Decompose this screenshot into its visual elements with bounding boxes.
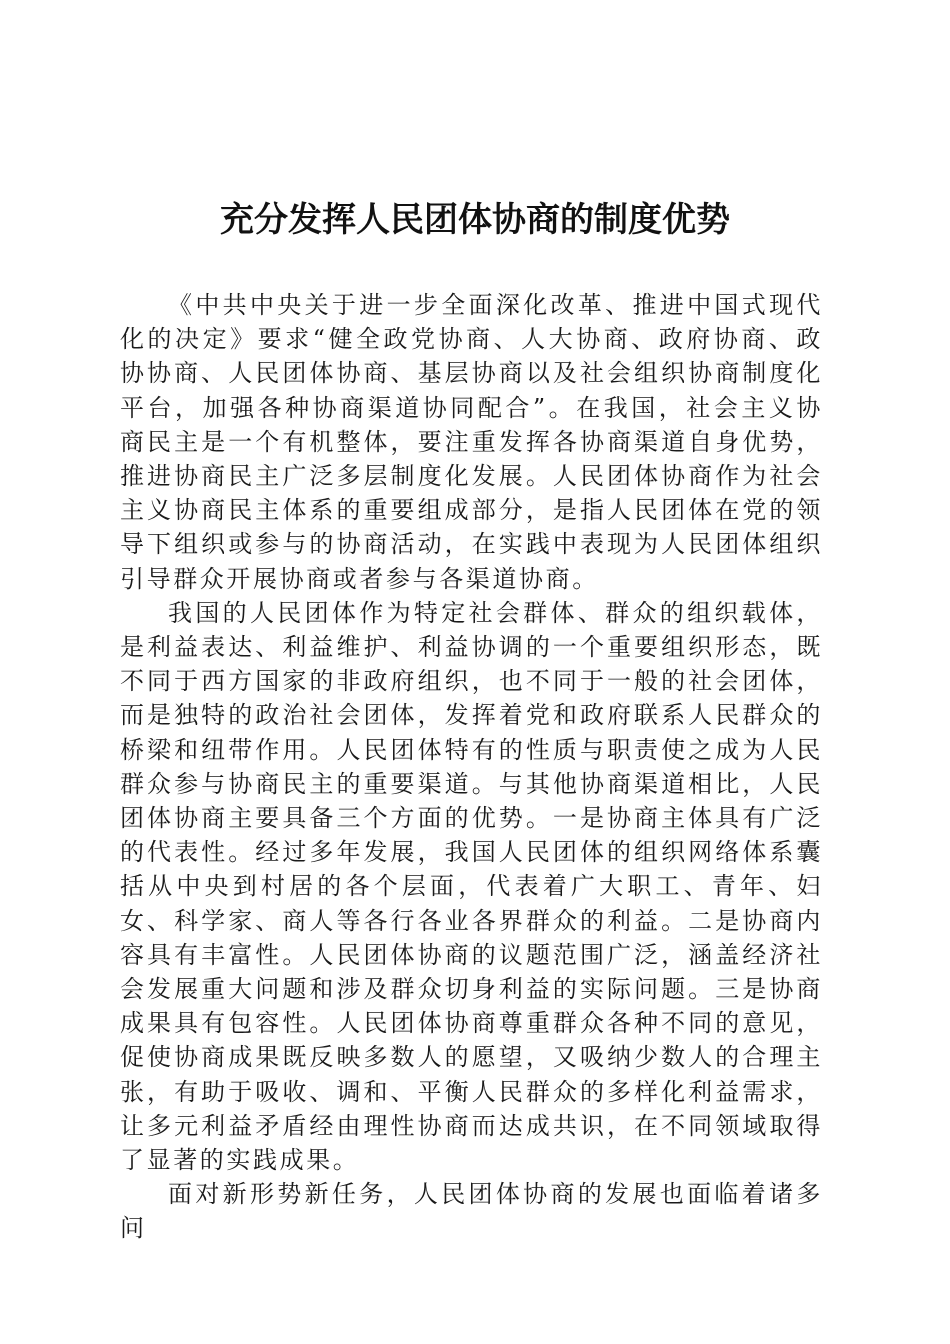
paragraph-2: 我国的人民团体作为特定社会群体、群众的组织载体，是利益表达、利益维护、利益协调的一个重要组织形态，既不同于西方国家的非政府组织，也不同于一般的社会团体，而是独特的政治社会团体，发挥着党和政府联系人民群众的桥梁和纽带作用。人民团体特有的性质与职责使之成为人民群众参与协商民主的重要渠道。与其他协商渠道相比，人民团体协商主要具备三个方面的优势。一是协商主体具有广泛的代表性。经过多年发展，我国人民团体的组织网络体系囊括从中央到村居的各个层面，代表着广大职工、青年、妇女、科学家、商人等各行各业各界群众的利益。二是协商内容具有丰富性。人民团体协商的议题范围广泛，涵盖经济社会发展重大问题和涉及群众切身利益的实际问题。三是协商成果具有包容性。人民团体协商尊重群众各种不同的意见，促使协商成果既反映多数人的愿望，又吸纳少数人的合理主张，有助于吸收、调和、平衡人民群众的多样化利益需求，让多元利益矛盾经由理性协商而达成共识，在不同领域取得了显著的实践成果。 bbox=[120, 598, 823, 1175]
paragraph-3: 面对新形势新任务，人民团体协商的发展也面临着诸多问 bbox=[120, 1180, 823, 1243]
document-body bbox=[120, 288, 823, 1246]
paragraph-1: 《中共中央关于进一步全面深化改革、推进中国式现代化的决定》要求“健全政党协商、人大协商、政府协商、政协协商、人民团体协商、基层协商以及社会组织协商制度化平台，加强各种协商渠道协同配合”。在我国，社会主义协商民主是一个有机整体，要注重发挥各协商渠道自身优势，推进协商民主广泛多层制度化发展。人民团体协商作为社会主义协商民主体系的重要组成部分，是指人民团体在党的领导下组织或参与的协商活动，在实践中表现为人民团体组织引导群众开展协商或者参与各渠道协商。 bbox=[120, 291, 823, 593]
document-title: 充分发挥人民团体协商的制度优势 bbox=[220, 200, 730, 240]
